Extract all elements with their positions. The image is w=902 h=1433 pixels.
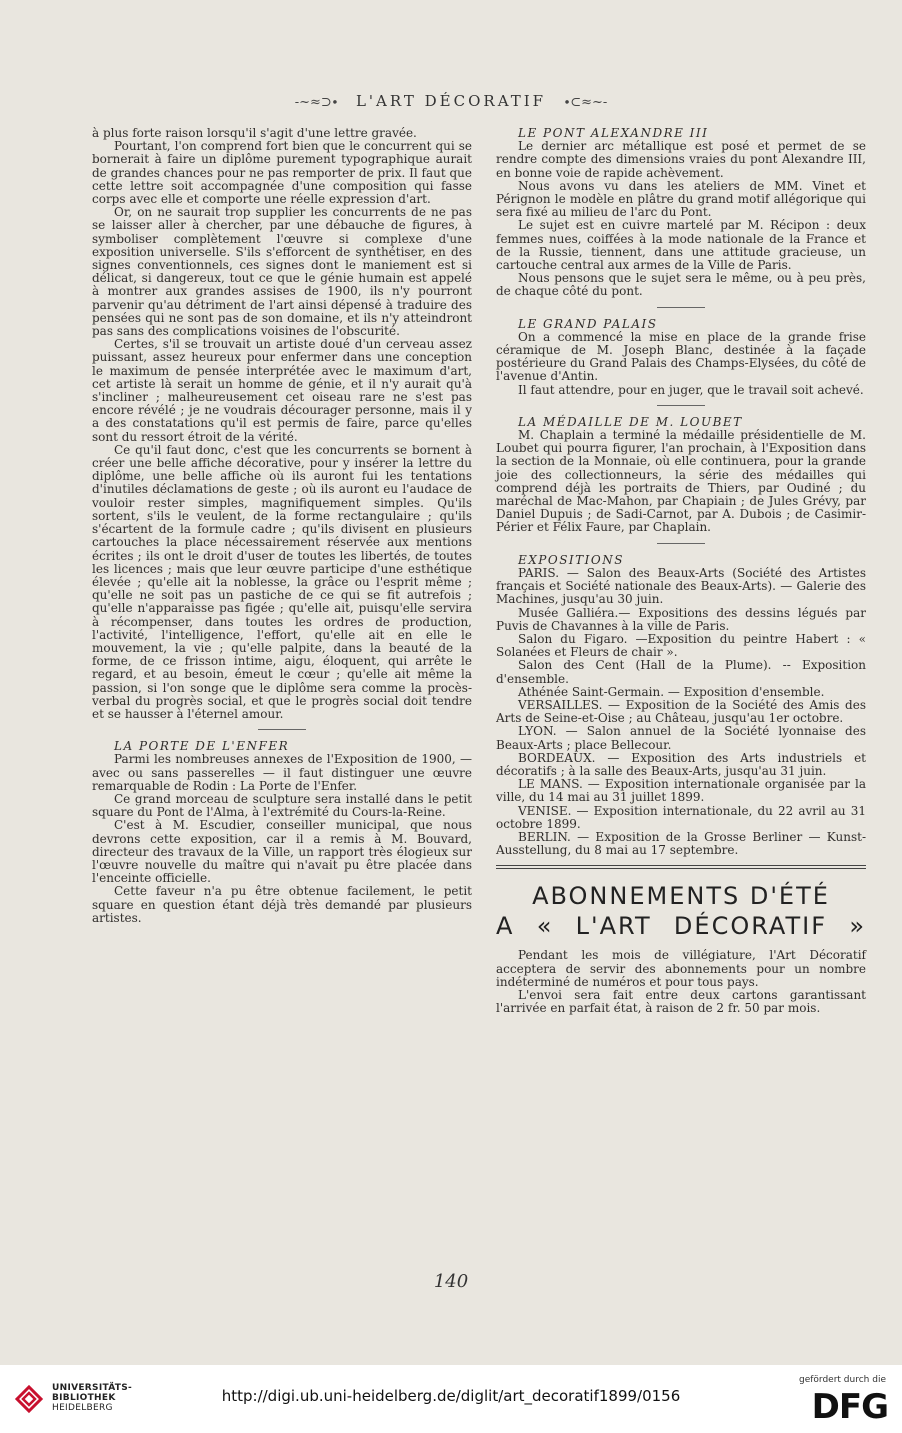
- exposition-entry: VENISE. — Exposition internationale, du 22 avril au 31 octobre 1899.: [496, 803, 866, 831]
- paragraph: Nous pensons que le sujet sera le même, ou à peu près, de chaque côté du pont.: [496, 271, 866, 299]
- paragraph: Nous avons vu dans les ateliers de MM. Vinet et Pérignon le modèle en plâtre du grand motif allégorique qui sera fixé au milieu de l'arc du Pont.: [496, 178, 866, 220]
- announcement-rule-top: [496, 865, 866, 866]
- exposition-entry: BORDEAUX. — Exposition des Arts industriels et décoratifs ; à la salle des Beaux-Arts, jusqu'au 31 juin.: [496, 750, 866, 778]
- exposition-entry: PARIS. — Salon des Beaux-Arts (Société des Artistes français et Société nationale des Beaux-Arts). — Galerie des Machines, jusqu'au 30 juin.: [496, 565, 866, 607]
- paragraph: Le dernier arc métallique est posé et permet de se rendre compte des dimensions vraies du pont Alexandre III, en bonne voie de rapide achèvement.: [496, 139, 866, 180]
- paragraph: Or, on ne saurait trop supplier les concurrents de ne pas se laisser aller à chercher, par une débauche de figures, à symboliser complètement l'œuvre si complexe d'une exposition universelle. S'ils s'efforcent de synthétiser, en des signes conventionnels, ces signes dont le maniement est si délicat, si dangereux, tout ce que le génie humain est appelé à montrer aux grandes assises de 1900, ils n'y pourront parvenir qu'au détriment de l'art ainsi dépensé à traduire des pensées qui ne sont pas de son domaine, et ils n'y atteindront pas sans des complications voisines de l'obscurité.: [92, 205, 472, 339]
- source-url-link[interactable]: http://digi.ub.uni-heidelberg.de/diglit/art_decoratif1899/0156: [221, 1387, 681, 1405]
- announcement-rule-top-thin: [496, 868, 866, 869]
- exposition-entry: LE MANS. — Exposition internationale organisée par la ville, du 14 mai au 31 juillet 1899.: [496, 777, 866, 805]
- section-heading-medaille: LA MÉDAILLE DE M. LOUBET: [518, 414, 743, 429]
- paragraph: à plus forte raison lorsqu'il s'agit d'une lettre gravée.: [92, 126, 417, 140]
- exposition-entry: LYON. — Salon annuel de la Société lyonnaise des Beaux-Arts ; place Bellecour.: [496, 724, 866, 752]
- paragraph: On a commencé la mise en place de la grande frise céramique de M. Joseph Blanc, destinée à la façade postérieure du Grand Palais des Champs-Elysées, du côté de l'avenue d'Antin.: [496, 329, 866, 384]
- exposition-entry: BERLIN. — Exposition de la Grosse Berliner — Kunst- Ausstellung, du 8 mai au 17 septembre.: [496, 829, 866, 858]
- section-heading-grand-palais: LE GRAND PALAIS: [518, 316, 658, 331]
- announcement-paragraph: Pendant les mois de villégiature, l'Art Décoratif acceptera de servir des abonnements pour un nombre indéterminé de numéros et pour tous pays.: [496, 948, 866, 989]
- section-heading-pont-alexandre: LE PONT ALEXANDRE III: [518, 126, 709, 140]
- section-divider: [657, 405, 705, 406]
- section-heading-porte-enfer: LA PORTE DE L'ENFER: [114, 739, 290, 754]
- section-heading-expositions: EXPOSITIONS: [518, 552, 624, 567]
- paragraph: Certes, s'il se trouvait un artiste doué d'un cerveau assez puissant, assez heureux pour enfermer dans une conception le maximum de pensée interprétée avec le maximum d'art, cet artiste là serait un homme de génie, et il n'y aurait qu'à s'incliner ; malheureusement cet oiseau rare ne s'est pas encore révélé ; je ne voudrais décourager personne, mais il y a des constatations qu'il est permis de faire, parce qu'elles sont du ressort étroit de la vérité.: [92, 337, 472, 444]
- paragraph: C'est à M. Escudier, conseiller municipal, que nous devrons cette exposition, car il a remis à M. Bouvard, directeur des travaux de la Ville, un rapport très élogieux sur l'œuvre nouvelle du maître qui n'avait pu être placée dans l'enceinte officielle.: [92, 818, 472, 886]
- section-divider: [258, 729, 306, 730]
- exposition-entry: Salon des Cent (Hall de la Plume). -- Exposition d'ensemble.: [496, 658, 866, 686]
- announcement-paragraph: L'envoi sera fait entre deux cartons garantissant l'arrivée en parfait état, à raison de 2 fr. 50 par mois.: [496, 987, 866, 1016]
- running-header: [0, 92, 902, 110]
- page-number: 140: [433, 1271, 469, 1292]
- right-column: [496, 127, 866, 1015]
- funding-note: gefördert durch die: [799, 1375, 886, 1385]
- exposition-entry: Salon du Figaro. —Exposition du peintre Habert : « Solanées et Fleurs de chair ».: [496, 631, 866, 660]
- section-divider: [657, 307, 705, 308]
- exposition-entry: VERSAILLES. — Exposition de la Société des Amis des Arts de Seine-et-Oise ; au Château, jusqu'au 1er octobre.: [496, 697, 866, 726]
- paragraph: Ce qu'il faut donc, c'est que les concurrents se bornent à créer une belle affiche décorative, pour y insérer la lettre du diplôme, une belle affiche où ils auront fui les tentations d'inutiles déclamations de geste ; où ils auront eu l'audace de vouloir rester simples, magnifiquement simples. Qu'ils sortent, s'ils le veulent, de la forme rectangulaire ; qu'ils s'écartent de la formule cadre ; qu'ils divisent en plusieurs cartouches la place nécessairement réservée aux mentions écrites ; ils ont le droit d'user de toutes les libertés, de toutes les licences ; mais que leur œuvre participe d'une esthétique élevée ; qu'elle ait la noblesse, la grâce ou l'esprit même ; qu'elle ne soit pas un pastiche de ce qui se fit autrefois ; qu'elle n'apparaisse pas figée ; qu'elle ait, puisqu'elle servira à récompenser, dans toutes les ordres de production, l'activité, l'intelligence, l'effort, qu'elle ait en elle le mouvement, la vie ; qu'elle palpite, dans la beauté de la forme, de ce frisson intime, aigu, éloquent, qui arrête le regard, et au besoin, émeut le cœur ; qu'elle ait même la passion, si l'on songe que le diplôme sera comme la procès-verbal du progrès social, et que le progrès social doit tendre et se hausser à l'éternel amour.: [92, 442, 472, 721]
- exposition-entry: Athénée Saint-Germain. — Exposition d'ensemble.: [518, 684, 825, 699]
- paragraph: Ce grand morceau de sculpture sera installé dans le petit square du Pont de l'Alma, à l'extrémité du Cours-la-Reine.: [92, 791, 472, 820]
- paragraph: Il faut attendre, pour en juger, que le travail soit achevé.: [518, 382, 864, 397]
- library-name-line: UNIVERSITÄTS-: [52, 1383, 133, 1393]
- left-column: [92, 127, 472, 925]
- paragraph: Le sujet est en cuivre martelé par M. Récipon : deux femmes nues, coiffées à la mode nationale de la France et de la Russie, tiennent, dans une attitude gracieuse, un cartouche central aux armes de la Ville de Paris.: [496, 218, 866, 273]
- announcement-title-line1: ABONNEMENTS D'ÉTÉ: [532, 882, 830, 911]
- paragraph: Cette faveur n'a pu être obtenue facilement, le petit square en question étant déjà très demandé par plusieurs artistes.: [92, 884, 472, 925]
- dfg-logo: DFG: [811, 1387, 888, 1427]
- exposition-entry: Musée Galliéra.— Expositions des dessins légués par Puvis de Chavannes à la ville de Paris.: [496, 605, 866, 633]
- digitization-footer: [0, 1365, 902, 1433]
- header-ornament-right: ∙⊂≈~-: [563, 95, 608, 110]
- paragraph: Parmi les nombreuses annexes de l'Exposition de 1900, — avec ou sans passerelles — il faut distinguer une œuvre remarquable de Rodin : La Porte de l'Enfer.: [92, 752, 472, 793]
- journal-title: L'ART DÉCORATIF: [355, 92, 547, 110]
- header-ornament-left: -~≈⊃∙: [294, 95, 339, 110]
- section-divider: [657, 543, 705, 544]
- library-name-line: BIBLIOTHEK: [52, 1393, 116, 1403]
- paragraph: M. Chaplain a terminé la médaille présidentielle de M. Loubet qui pourra figurer, l'an prochain, à l'Exposition dans la section de la Monnaie, où elle continuera, pour la grande joie des collectionneurs, la série des médailles qui comprend déjà les portraits de Thiers, par Oudiné ; du maréchal de Mac-Mahon, par Chapiain ; de Jules Grévy, par Daniel Dupuis ; de Sadi-Carnot, par A. Dubois ; de Casimir-Périer et Félix Faure, par Chaplain.: [496, 428, 866, 535]
- paragraph: Pourtant, l'on comprend fort bien que le concurrent qui se bornerait à faire un diplôme purement typographique aurait de grandes chances pour ne pas remporter de prix. Il faut que cette lettre soit accompagnée d'une composition qui fasse corps avec elle et comporte une réelle expression d'art.: [92, 139, 472, 207]
- announcement-title-line2: A « L'ART DÉCORATIF »: [496, 912, 866, 941]
- library-name-line: HEIDELBERG: [52, 1403, 113, 1413]
